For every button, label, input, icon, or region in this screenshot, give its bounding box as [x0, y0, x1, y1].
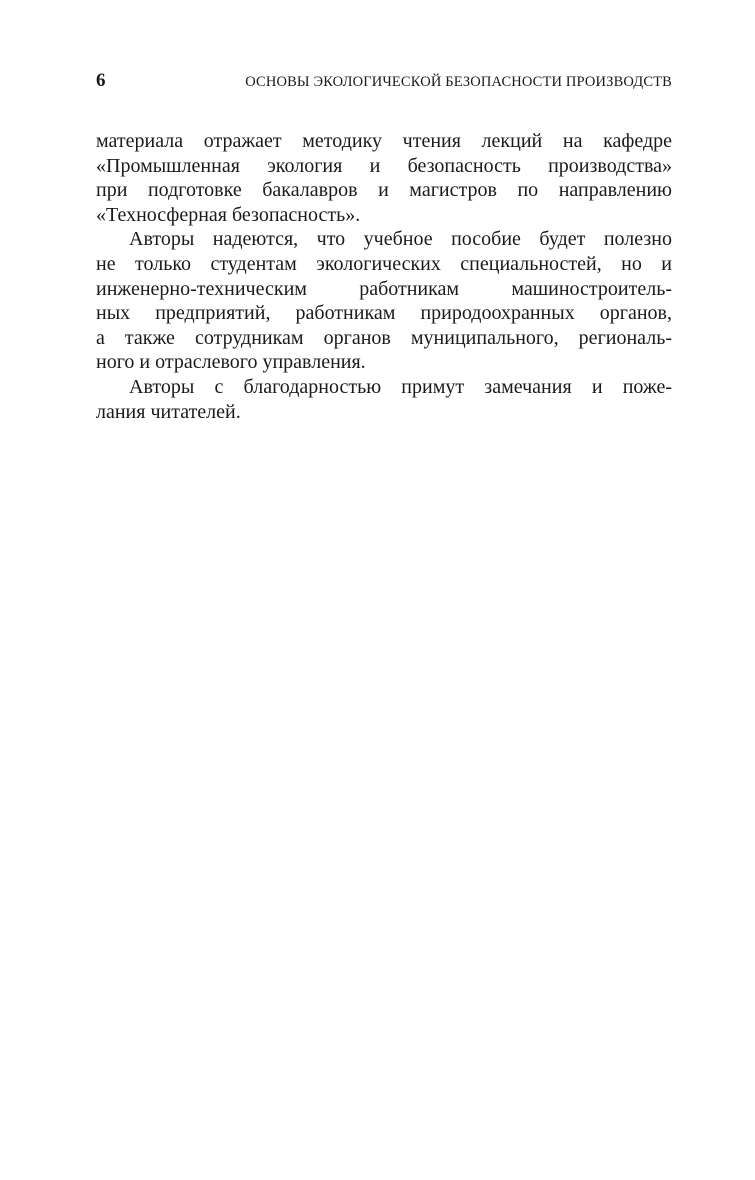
text-line: инженерно-техническим работникам машиностроитель- — [96, 277, 672, 300]
body-text — [96, 129, 672, 424]
text-line: Авторы надеются, что учебное пособие будет полезно — [129, 228, 672, 251]
page-number: 6 — [96, 70, 106, 91]
paragraph-3 — [96, 375, 672, 424]
text-line: не только студентам экологических специальностей, но и — [96, 252, 672, 275]
text-line: ных предприятий, работникам природоохранных органов, — [96, 302, 672, 325]
book-page — [96, 70, 672, 424]
text-line: «Промышленная экология и безопасность производства» — [96, 154, 672, 177]
running-title: ОСНОВЫ ЭКОЛОГИЧЕСКОЙ БЕЗОПАСНОСТИ ПРОИЗВОДСТВ — [245, 74, 672, 90]
running-head — [96, 70, 672, 100]
paragraph-2 — [96, 227, 672, 375]
text-line: при подготовке бакалавров и магистров по направлению — [96, 179, 672, 202]
text-line: лания читателей. — [96, 400, 241, 423]
text-line: ного и отраслевого управления. — [96, 351, 366, 374]
text-line: а также сотрудникам органов муниципального, региональ- — [96, 326, 672, 349]
text-line: Авторы с благодарностью примут замечания и поже- — [129, 375, 672, 398]
text-line: материала отражает методику чтения лекций на кафедре — [96, 130, 672, 152]
text-line: «Техносферная безопасность». — [96, 203, 361, 226]
paragraph-1 — [96, 129, 672, 227]
